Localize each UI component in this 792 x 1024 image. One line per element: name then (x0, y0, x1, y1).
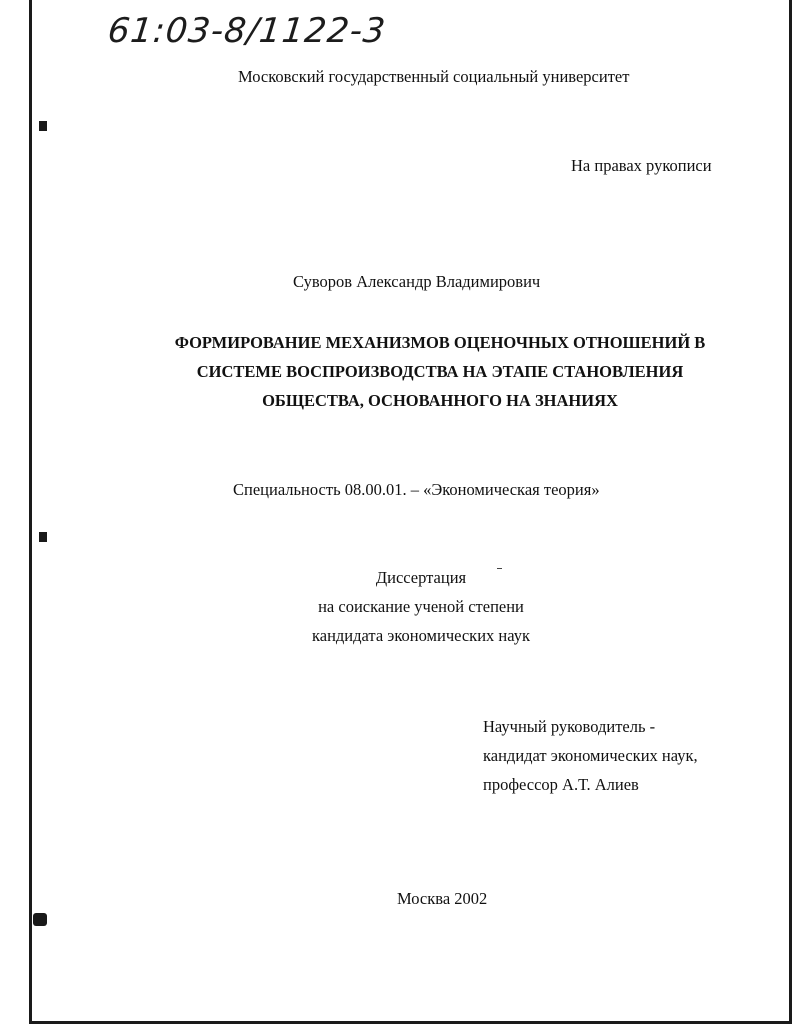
degree-line: на соискание ученой степени (318, 597, 524, 616)
title-line: ФОРМИРОВАНИЕ МЕХАНИЗМОВ ОЦЕНОЧНЫХ ОТНОШЕНИЙ В (174, 333, 706, 352)
supervisor-line: Научный руководитель - (483, 717, 656, 736)
title-line: СИСТЕМЕ ВОСПРОИЗВОДСТВА НА ЭТАПЕ СТАНОВЛЕНИЯ (196, 362, 684, 381)
city-year: Москва 2002 (397, 889, 488, 908)
archive-number-text: 61:03-8/1122-3 (105, 11, 388, 51)
degree-statement (260, 563, 582, 650)
degree-line: Диссертация (375, 568, 467, 587)
handwritten-archive-number (105, 8, 408, 60)
supervisor-line: профессор А.Т. Алиев (483, 775, 639, 794)
degree-line: кандидата экономических наук (311, 626, 530, 645)
binding-mark (39, 532, 47, 542)
scan-edge-left (29, 0, 32, 1024)
binding-mark (39, 121, 47, 131)
supervisor-info (483, 712, 698, 799)
scan-speck (497, 568, 502, 569)
author-name: Суворов Александр Владимирович (293, 272, 541, 291)
university-name: Московский государственный социальный университет (238, 67, 630, 86)
rights-note: На правах рукописи (571, 156, 712, 175)
dissertation-title (120, 328, 760, 415)
specialty: Специальность 08.00.01. – «Экономическая теория» (233, 480, 600, 499)
title-line: ОБЩЕСТВА, ОСНОВАННОГО НА ЗНАНИЯХ (262, 391, 618, 410)
supervisor-line: кандидат экономических наук, (483, 746, 698, 765)
binding-mark (33, 913, 47, 926)
